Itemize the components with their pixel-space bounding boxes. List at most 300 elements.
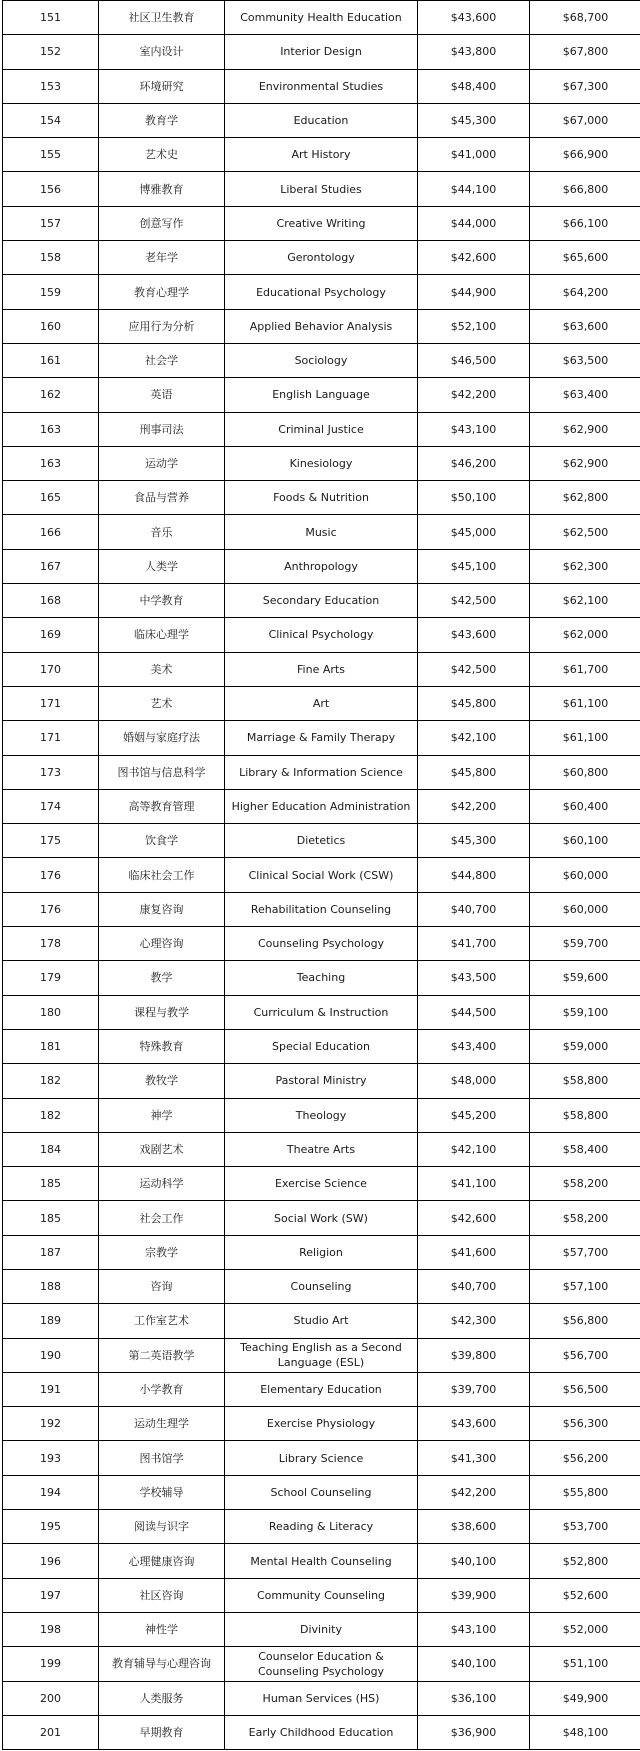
major-english-cell: Applied Behavior Analysis [225, 309, 418, 343]
rank-cell: 181 [3, 1029, 99, 1063]
rank-cell: 167 [3, 549, 99, 583]
major-chinese-cell: 社区咨询 [99, 1578, 225, 1612]
rank-cell: 175 [3, 824, 99, 858]
major-chinese-cell: 阅读与识字 [99, 1510, 225, 1544]
early-career-salary-cell: $40,100 [418, 1647, 530, 1681]
rank-cell: 185 [3, 1167, 99, 1201]
table-row [3, 35, 640, 69]
mid-career-salary-cell: $56,500 [530, 1372, 640, 1406]
rank-cell: 182 [3, 1098, 99, 1132]
table-row [3, 584, 640, 618]
mid-career-salary-cell: $62,100 [530, 584, 640, 618]
major-chinese-cell: 社会学 [99, 343, 225, 377]
table-row [3, 515, 640, 549]
rank-cell: 199 [3, 1647, 99, 1681]
mid-career-salary-cell: $62,900 [530, 412, 640, 446]
major-english-cell: Creative Writing [225, 206, 418, 240]
major-english-cell: Teaching English as a Second Language (ESL) [225, 1338, 418, 1372]
early-career-salary-cell: $45,200 [418, 1098, 530, 1132]
table-row [3, 206, 640, 240]
major-chinese-cell: 英语 [99, 378, 225, 412]
table-row [3, 652, 640, 686]
rank-cell: 162 [3, 378, 99, 412]
mid-career-salary-cell: $56,200 [530, 1441, 640, 1475]
major-english-cell: Theology [225, 1098, 418, 1132]
major-chinese-cell: 学校辅导 [99, 1475, 225, 1509]
major-chinese-cell: 教育心理学 [99, 275, 225, 309]
major-chinese-cell: 艺术 [99, 686, 225, 720]
mid-career-salary-cell: $64,200 [530, 275, 640, 309]
major-chinese-cell: 老年学 [99, 241, 225, 275]
rank-cell: 196 [3, 1544, 99, 1578]
mid-career-salary-cell: $58,800 [530, 1098, 640, 1132]
major-chinese-cell: 临床社会工作 [99, 858, 225, 892]
major-chinese-cell: 婚姻与家庭疗法 [99, 721, 225, 755]
mid-career-salary-cell: $59,600 [530, 961, 640, 995]
table-row [3, 481, 640, 515]
early-career-salary-cell: $42,600 [418, 1201, 530, 1235]
rank-cell: 156 [3, 172, 99, 206]
major-chinese-cell: 教学 [99, 961, 225, 995]
rank-cell: 193 [3, 1441, 99, 1475]
table-row [3, 1167, 640, 1201]
major-english-cell: Counseling Psychology [225, 927, 418, 961]
major-english-cell: Community Counseling [225, 1578, 418, 1612]
mid-career-salary-cell: $62,900 [530, 446, 640, 480]
early-career-salary-cell: $44,500 [418, 995, 530, 1029]
major-chinese-cell: 博雅教育 [99, 172, 225, 206]
rank-cell: 195 [3, 1510, 99, 1544]
major-english-cell: Community Health Education [225, 1, 418, 35]
mid-career-salary-cell: $58,400 [530, 1132, 640, 1166]
table-row [3, 686, 640, 720]
table-row [3, 1098, 640, 1132]
early-career-salary-cell: $44,800 [418, 858, 530, 892]
rank-cell: 176 [3, 858, 99, 892]
major-english-cell: Library Science [225, 1441, 418, 1475]
table-row [3, 1681, 640, 1715]
rank-cell: 191 [3, 1372, 99, 1406]
major-chinese-cell: 室内设计 [99, 35, 225, 69]
table-row [3, 343, 640, 377]
major-chinese-cell: 特殊教育 [99, 1029, 225, 1063]
table-row [3, 1544, 640, 1578]
rank-cell: 154 [3, 103, 99, 137]
rank-cell: 169 [3, 618, 99, 652]
mid-career-salary-cell: $57,700 [530, 1235, 640, 1269]
mid-career-salary-cell: $61,100 [530, 721, 640, 755]
rank-cell: 173 [3, 755, 99, 789]
early-career-salary-cell: $45,300 [418, 103, 530, 137]
table-row [3, 1, 640, 35]
major-chinese-cell: 美术 [99, 652, 225, 686]
rank-cell: 187 [3, 1235, 99, 1269]
major-chinese-cell: 饮食学 [99, 824, 225, 858]
early-career-salary-cell: $43,600 [418, 1, 530, 35]
mid-career-salary-cell: $60,400 [530, 789, 640, 823]
table-row [3, 892, 640, 926]
early-career-salary-cell: $38,600 [418, 1510, 530, 1544]
major-english-cell: Theatre Arts [225, 1132, 418, 1166]
major-english-cell: Educational Psychology [225, 275, 418, 309]
rank-cell: 157 [3, 206, 99, 240]
major-english-cell: Education [225, 103, 418, 137]
early-career-salary-cell: $45,300 [418, 824, 530, 858]
major-chinese-cell: 教育学 [99, 103, 225, 137]
mid-career-salary-cell: $52,000 [530, 1612, 640, 1646]
rank-cell: 155 [3, 138, 99, 172]
major-chinese-cell: 社会工作 [99, 1201, 225, 1235]
major-chinese-cell: 图书馆与信息科学 [99, 755, 225, 789]
major-english-cell: Curriculum & Instruction [225, 995, 418, 1029]
early-career-salary-cell: $46,500 [418, 343, 530, 377]
major-english-cell: Art History [225, 138, 418, 172]
table-row [3, 1269, 640, 1303]
major-english-cell: Exercise Physiology [225, 1407, 418, 1441]
major-chinese-cell: 高等教育管理 [99, 789, 225, 823]
early-career-salary-cell: $42,200 [418, 378, 530, 412]
major-english-cell: Counseling [225, 1269, 418, 1303]
early-career-salary-cell: $40,100 [418, 1544, 530, 1578]
major-english-cell: Studio Art [225, 1304, 418, 1338]
rank-cell: 171 [3, 721, 99, 755]
mid-career-salary-cell: $59,000 [530, 1029, 640, 1063]
major-english-cell: Art [225, 686, 418, 720]
table-row [3, 1578, 640, 1612]
mid-career-salary-cell: $60,000 [530, 858, 640, 892]
major-chinese-cell: 运动生理学 [99, 1407, 225, 1441]
major-english-cell: School Counseling [225, 1475, 418, 1509]
mid-career-salary-cell: $60,000 [530, 892, 640, 926]
table-row [3, 1235, 640, 1269]
early-career-salary-cell: $42,600 [418, 241, 530, 275]
rank-cell: 184 [3, 1132, 99, 1166]
mid-career-salary-cell: $66,800 [530, 172, 640, 206]
major-chinese-cell: 第二英语教学 [99, 1338, 225, 1372]
early-career-salary-cell: $43,500 [418, 961, 530, 995]
early-career-salary-cell: $48,000 [418, 1064, 530, 1098]
major-chinese-cell: 工作室艺术 [99, 1304, 225, 1338]
rank-cell: 189 [3, 1304, 99, 1338]
table-row [3, 1510, 640, 1544]
mid-career-salary-cell: $61,100 [530, 686, 640, 720]
table-row [3, 103, 640, 137]
major-english-cell: Liberal Studies [225, 172, 418, 206]
mid-career-salary-cell: $63,600 [530, 309, 640, 343]
mid-career-salary-cell: $62,000 [530, 618, 640, 652]
early-career-salary-cell: $43,800 [418, 35, 530, 69]
major-english-cell: Clinical Social Work (CSW) [225, 858, 418, 892]
mid-career-salary-cell: $56,800 [530, 1304, 640, 1338]
mid-career-salary-cell: $66,900 [530, 138, 640, 172]
early-career-salary-cell: $44,900 [418, 275, 530, 309]
major-chinese-cell: 人类服务 [99, 1681, 225, 1715]
major-chinese-cell: 音乐 [99, 515, 225, 549]
table-row [3, 378, 640, 412]
early-career-salary-cell: $41,100 [418, 1167, 530, 1201]
mid-career-salary-cell: $52,600 [530, 1578, 640, 1612]
major-english-cell: Clinical Psychology [225, 618, 418, 652]
early-career-salary-cell: $42,200 [418, 789, 530, 823]
table-body [3, 1, 640, 1750]
major-chinese-cell: 应用行为分析 [99, 309, 225, 343]
rank-cell: 200 [3, 1681, 99, 1715]
early-career-salary-cell: $45,800 [418, 686, 530, 720]
rank-cell: 178 [3, 927, 99, 961]
early-career-salary-cell: $42,500 [418, 652, 530, 686]
early-career-salary-cell: $44,000 [418, 206, 530, 240]
table-row [3, 69, 640, 103]
rank-cell: 182 [3, 1064, 99, 1098]
mid-career-salary-cell: $68,700 [530, 1, 640, 35]
table-row [3, 309, 640, 343]
major-english-cell: Secondary Education [225, 584, 418, 618]
mid-career-salary-cell: $62,800 [530, 481, 640, 515]
major-chinese-cell: 神性学 [99, 1612, 225, 1646]
major-english-cell: Human Services (HS) [225, 1681, 418, 1715]
table-row [3, 995, 640, 1029]
mid-career-salary-cell: $60,800 [530, 755, 640, 789]
rank-cell: 153 [3, 69, 99, 103]
mid-career-salary-cell: $63,500 [530, 343, 640, 377]
table-row [3, 1612, 640, 1646]
table-row [3, 1304, 640, 1338]
major-english-cell: Reading & Literacy [225, 1510, 418, 1544]
major-chinese-cell: 康复咨询 [99, 892, 225, 926]
major-english-cell: Dietetics [225, 824, 418, 858]
rank-cell: 176 [3, 892, 99, 926]
major-chinese-cell: 环境研究 [99, 69, 225, 103]
early-career-salary-cell: $46,200 [418, 446, 530, 480]
mid-career-salary-cell: $58,200 [530, 1167, 640, 1201]
mid-career-salary-cell: $62,500 [530, 515, 640, 549]
table-row [3, 446, 640, 480]
major-english-cell: Environmental Studies [225, 69, 418, 103]
table-row [3, 172, 640, 206]
early-career-salary-cell: $36,100 [418, 1681, 530, 1715]
major-english-cell: Fine Arts [225, 652, 418, 686]
early-career-salary-cell: $41,300 [418, 1441, 530, 1475]
table-row [3, 858, 640, 892]
rank-cell: 170 [3, 652, 99, 686]
table-row [3, 412, 640, 446]
table-row [3, 1475, 640, 1509]
mid-career-salary-cell: $67,800 [530, 35, 640, 69]
major-chinese-cell: 中学教育 [99, 584, 225, 618]
rank-cell: 160 [3, 309, 99, 343]
rank-cell: 158 [3, 241, 99, 275]
major-chinese-cell: 运动科学 [99, 1167, 225, 1201]
table-row [3, 1029, 640, 1063]
early-career-salary-cell: $42,100 [418, 1132, 530, 1166]
rank-cell: 161 [3, 343, 99, 377]
mid-career-salary-cell: $58,200 [530, 1201, 640, 1235]
mid-career-salary-cell: $56,300 [530, 1407, 640, 1441]
table-row [3, 961, 640, 995]
major-chinese-cell: 咨询 [99, 1269, 225, 1303]
major-chinese-cell: 运动学 [99, 446, 225, 480]
major-chinese-cell: 神学 [99, 1098, 225, 1132]
major-chinese-cell: 刑事司法 [99, 412, 225, 446]
major-english-cell: Interior Design [225, 35, 418, 69]
rank-cell: 174 [3, 789, 99, 823]
mid-career-salary-cell: $67,300 [530, 69, 640, 103]
early-career-salary-cell: $42,500 [418, 584, 530, 618]
major-english-cell: Teaching [225, 961, 418, 995]
early-career-salary-cell: $48,400 [418, 69, 530, 103]
major-english-cell: Sociology [225, 343, 418, 377]
early-career-salary-cell: $43,600 [418, 1407, 530, 1441]
table-row [3, 755, 640, 789]
early-career-salary-cell: $50,100 [418, 481, 530, 515]
mid-career-salary-cell: $56,700 [530, 1338, 640, 1372]
table-row [3, 721, 640, 755]
major-english-cell: Rehabilitation Counseling [225, 892, 418, 926]
early-career-salary-cell: $41,000 [418, 138, 530, 172]
major-chinese-cell: 宗教学 [99, 1235, 225, 1269]
rank-cell: 179 [3, 961, 99, 995]
early-career-salary-cell: $41,700 [418, 927, 530, 961]
table-row [3, 927, 640, 961]
early-career-salary-cell: $43,100 [418, 412, 530, 446]
major-english-cell: Early Childhood Education [225, 1715, 418, 1749]
mid-career-salary-cell: $55,800 [530, 1475, 640, 1509]
mid-career-salary-cell: $67,000 [530, 103, 640, 137]
table-row [3, 1064, 640, 1098]
major-english-cell: Elementary Education [225, 1372, 418, 1406]
major-chinese-cell: 小学教育 [99, 1372, 225, 1406]
major-chinese-cell: 早期教育 [99, 1715, 225, 1749]
major-english-cell: Marriage & Family Therapy [225, 721, 418, 755]
major-chinese-cell: 图书馆学 [99, 1441, 225, 1475]
major-chinese-cell: 创意写作 [99, 206, 225, 240]
major-chinese-cell: 艺术史 [99, 138, 225, 172]
rank-cell: 152 [3, 35, 99, 69]
table-row [3, 1715, 640, 1749]
table-row [3, 1407, 640, 1441]
major-english-cell: Higher Education Administration [225, 789, 418, 823]
early-career-salary-cell: $43,100 [418, 1612, 530, 1646]
early-career-salary-cell: $42,100 [418, 721, 530, 755]
rank-cell: 188 [3, 1269, 99, 1303]
table-row [3, 138, 640, 172]
rank-cell: 192 [3, 1407, 99, 1441]
rank-cell: 194 [3, 1475, 99, 1509]
mid-career-salary-cell: $60,100 [530, 824, 640, 858]
rank-cell: 163 [3, 412, 99, 446]
early-career-salary-cell: $39,800 [418, 1338, 530, 1372]
major-english-cell: Gerontology [225, 241, 418, 275]
rank-cell: 201 [3, 1715, 99, 1749]
mid-career-salary-cell: $51,100 [530, 1647, 640, 1681]
early-career-salary-cell: $40,700 [418, 1269, 530, 1303]
table-row [3, 275, 640, 309]
rank-cell: 171 [3, 686, 99, 720]
major-english-cell: English Language [225, 378, 418, 412]
rank-cell: 151 [3, 1, 99, 35]
major-english-cell: Library & Information Science [225, 755, 418, 789]
rank-cell: 159 [3, 275, 99, 309]
table-row [3, 1201, 640, 1235]
rank-cell: 190 [3, 1338, 99, 1372]
major-chinese-cell: 心理咨询 [99, 927, 225, 961]
rank-cell: 198 [3, 1612, 99, 1646]
table-row [3, 824, 640, 858]
table-row [3, 1372, 640, 1406]
table-row [3, 1441, 640, 1475]
table-row [3, 1132, 640, 1166]
rank-cell: 163 [3, 446, 99, 480]
major-english-cell: Exercise Science [225, 1167, 418, 1201]
major-english-cell: Music [225, 515, 418, 549]
mid-career-salary-cell: $65,600 [530, 241, 640, 275]
mid-career-salary-cell: $59,700 [530, 927, 640, 961]
mid-career-salary-cell: $57,100 [530, 1269, 640, 1303]
major-english-cell: Divinity [225, 1612, 418, 1646]
major-english-cell: Counselor Education & Counseling Psychology [225, 1647, 418, 1681]
major-english-cell: Foods & Nutrition [225, 481, 418, 515]
early-career-salary-cell: $39,900 [418, 1578, 530, 1612]
mid-career-salary-cell: $59,100 [530, 995, 640, 1029]
major-chinese-cell: 心理健康咨询 [99, 1544, 225, 1578]
salary-ranking-table [2, 0, 640, 1750]
early-career-salary-cell: $36,900 [418, 1715, 530, 1749]
early-career-salary-cell: $44,100 [418, 172, 530, 206]
major-english-cell: Criminal Justice [225, 412, 418, 446]
early-career-salary-cell: $45,000 [418, 515, 530, 549]
mid-career-salary-cell: $61,700 [530, 652, 640, 686]
table-row [3, 1647, 640, 1681]
early-career-salary-cell: $45,800 [418, 755, 530, 789]
early-career-salary-cell: $41,600 [418, 1235, 530, 1269]
early-career-salary-cell: $40,700 [418, 892, 530, 926]
mid-career-salary-cell: $58,800 [530, 1064, 640, 1098]
table-row [3, 241, 640, 275]
early-career-salary-cell: $42,200 [418, 1475, 530, 1509]
major-chinese-cell: 食品与营养 [99, 481, 225, 515]
mid-career-salary-cell: $66,100 [530, 206, 640, 240]
table-row [3, 618, 640, 652]
early-career-salary-cell: $43,400 [418, 1029, 530, 1063]
major-english-cell: Religion [225, 1235, 418, 1269]
major-chinese-cell: 临床心理学 [99, 618, 225, 652]
major-chinese-cell: 教育辅导与心理咨询 [99, 1647, 225, 1681]
mid-career-salary-cell: $48,100 [530, 1715, 640, 1749]
table-row [3, 549, 640, 583]
rank-cell: 180 [3, 995, 99, 1029]
major-chinese-cell: 人类学 [99, 549, 225, 583]
mid-career-salary-cell: $52,800 [530, 1544, 640, 1578]
major-english-cell: Pastoral Ministry [225, 1064, 418, 1098]
table-row [3, 1338, 640, 1372]
rank-cell: 197 [3, 1578, 99, 1612]
major-english-cell: Anthropology [225, 549, 418, 583]
major-english-cell: Special Education [225, 1029, 418, 1063]
mid-career-salary-cell: $62,300 [530, 549, 640, 583]
mid-career-salary-cell: $63,400 [530, 378, 640, 412]
early-career-salary-cell: $45,100 [418, 549, 530, 583]
rank-cell: 185 [3, 1201, 99, 1235]
early-career-salary-cell: $52,100 [418, 309, 530, 343]
early-career-salary-cell: $43,600 [418, 618, 530, 652]
table-row [3, 789, 640, 823]
major-chinese-cell: 社区卫生教育 [99, 1, 225, 35]
major-chinese-cell: 戏剧艺术 [99, 1132, 225, 1166]
early-career-salary-cell: $42,300 [418, 1304, 530, 1338]
rank-cell: 166 [3, 515, 99, 549]
major-english-cell: Social Work (SW) [225, 1201, 418, 1235]
mid-career-salary-cell: $53,700 [530, 1510, 640, 1544]
